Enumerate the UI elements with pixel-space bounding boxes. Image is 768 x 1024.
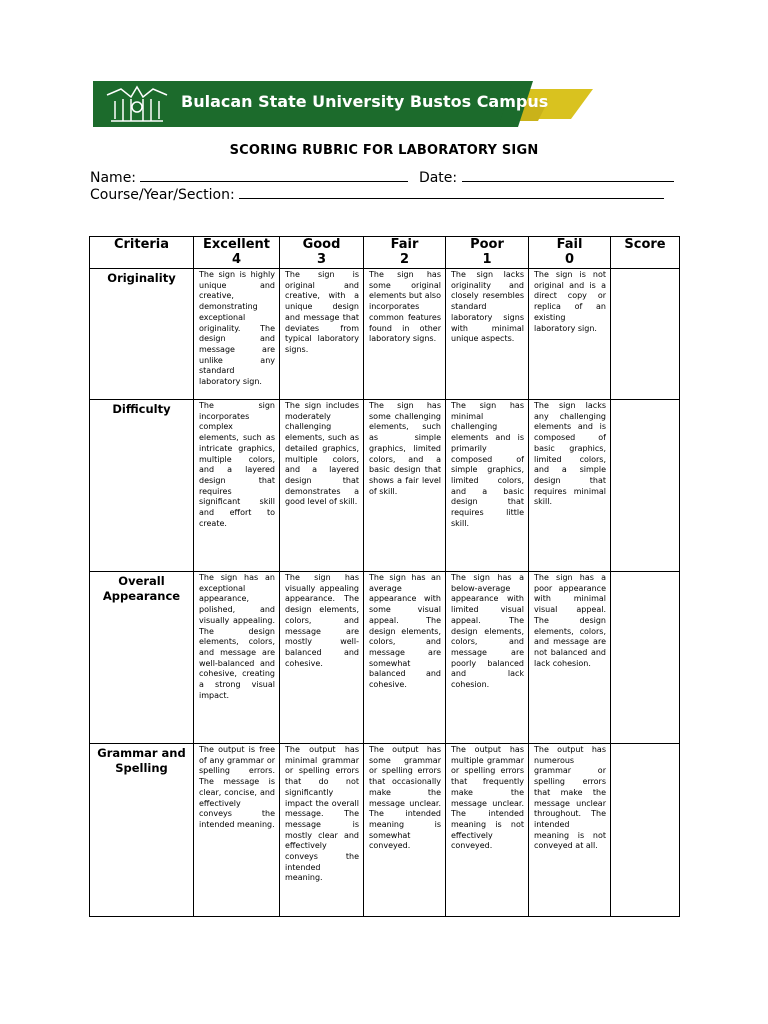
col-fail: Fail 0 bbox=[529, 237, 611, 269]
table-cell: The sign includes moderately challenging elements, such as detailed graphics, multiple colors, and a layered design that demonstrates a good level of skill. bbox=[280, 400, 364, 572]
table-cell: The sign has some original elements but also incorporates common features found in other laboratory signs. bbox=[364, 269, 446, 400]
university-seal-icon bbox=[101, 83, 173, 125]
score-cell[interactable] bbox=[611, 269, 680, 400]
table-cell: The output has minimal grammar or spelling errors that do not significantly impact the overall message. The message is mostly clear and effectively conveys the intended meaning. bbox=[280, 744, 364, 917]
date-label: Date: bbox=[418, 170, 458, 186]
course-blank[interactable] bbox=[239, 187, 664, 199]
table-cell: The sign incorporates complex elements, such as intricate graphics, multiple colors, and a layered design that requires significant skill and effort to create. bbox=[194, 400, 280, 572]
table-cell: The output has some grammar or spelling errors that occasionally make the message unclear. The intended meaning is somewhat conveyed. bbox=[364, 744, 446, 917]
rubric-table bbox=[89, 236, 680, 917]
university-name: Bulacan State University Bustos Campus bbox=[181, 92, 549, 111]
student-info-fields bbox=[90, 170, 674, 204]
col-criteria: Criteria bbox=[90, 237, 194, 269]
col-poor: Poor 1 bbox=[446, 237, 529, 269]
university-banner bbox=[93, 81, 593, 127]
table-cell: The sign has visually appealing appearance. The design elements, colors, and message are mostly well-balanced and cohesive. bbox=[280, 572, 364, 744]
table-cell: The sign has a below-average appearance with limited visual appeal. The design elements, colors, and message are poorly balanced and lack cohesion. bbox=[446, 572, 529, 744]
col-fair: Fair 2 bbox=[364, 237, 446, 269]
col-score: Score bbox=[611, 237, 680, 269]
table-cell: The output is free of any grammar or spelling errors. The message is clear, concise, and effectively conveys the intended meaning. bbox=[194, 744, 280, 917]
table-cell: The sign has a poor appearance with minimal visual appeal. The design elements, colors, and message are not balanced and lack cohesion. bbox=[529, 572, 611, 744]
table-cell: The sign is not original and is a direct copy or replica of an existing laboratory sign. bbox=[529, 269, 611, 400]
col-excellent: Excellent 4 bbox=[194, 237, 280, 269]
criteria-cell: Difficulty bbox=[90, 400, 194, 572]
document-title: SCORING RUBRIC FOR LABORATORY SIGN bbox=[229, 143, 539, 158]
col-good: Good 3 bbox=[280, 237, 364, 269]
table-cell: The output has multiple grammar or spelling errors that frequently make the message unclear. The intended meaning is not effectively conveyed. bbox=[446, 744, 529, 917]
table-row-originality bbox=[90, 269, 680, 400]
table-row-difficulty bbox=[90, 400, 680, 572]
criteria-cell: Grammar and Spelling bbox=[90, 744, 194, 917]
table-cell: The sign has some challenging elements, such as simple graphics, limited colors, and a basic design that shows a fair level of skill. bbox=[364, 400, 446, 572]
table-row-overall-appearance bbox=[90, 572, 680, 744]
course-label: Course/Year/Section: bbox=[90, 187, 235, 203]
table-cell: The output has numerous grammar or spelling errors that make the message unclear throughout. The intended meaning is not conveyed at all. bbox=[529, 744, 611, 917]
table-row-grammar-spelling bbox=[90, 744, 680, 917]
score-cell[interactable] bbox=[611, 400, 680, 572]
table-cell: The sign has an average appearance with some visual appeal. The design elements, colors, and message are somewhat balanced and cohesive. bbox=[364, 572, 446, 744]
name-date-row bbox=[90, 170, 674, 187]
name-label: Name: bbox=[90, 170, 137, 186]
score-cell[interactable] bbox=[611, 744, 680, 917]
table-cell: The sign lacks originality and closely resembles standard laboratory signs with minimal unique aspects. bbox=[446, 269, 529, 400]
date-blank[interactable] bbox=[462, 170, 674, 182]
table-cell: The sign is highly unique and creative, demonstrating exceptional originality. The design and message are unlike any standard laboratory sign. bbox=[194, 269, 280, 400]
criteria-cell: Originality bbox=[90, 269, 194, 400]
table-cell: The sign lacks any challenging elements and is composed of basic graphics, limited colors, and a simple design that requires minimal skill. bbox=[529, 400, 611, 572]
table-cell: The sign is original and creative, with a unique design and message that deviates from typical laboratory signs. bbox=[280, 269, 364, 400]
score-cell[interactable] bbox=[611, 572, 680, 744]
table-cell: The sign has an exceptional appearance, polished, and visually appealing. The design elements, colors, and message are well-balanced and cohesive, creating a strong visual impact. bbox=[194, 572, 280, 744]
course-row bbox=[90, 187, 674, 204]
header-row bbox=[90, 237, 680, 269]
criteria-cell: Overall Appearance bbox=[90, 572, 194, 744]
name-blank[interactable] bbox=[140, 170, 408, 182]
table-cell: The sign has minimal challenging elements and is primarily composed of simple graphics, limited colors, and a basic design that requires little skill. bbox=[446, 400, 529, 572]
